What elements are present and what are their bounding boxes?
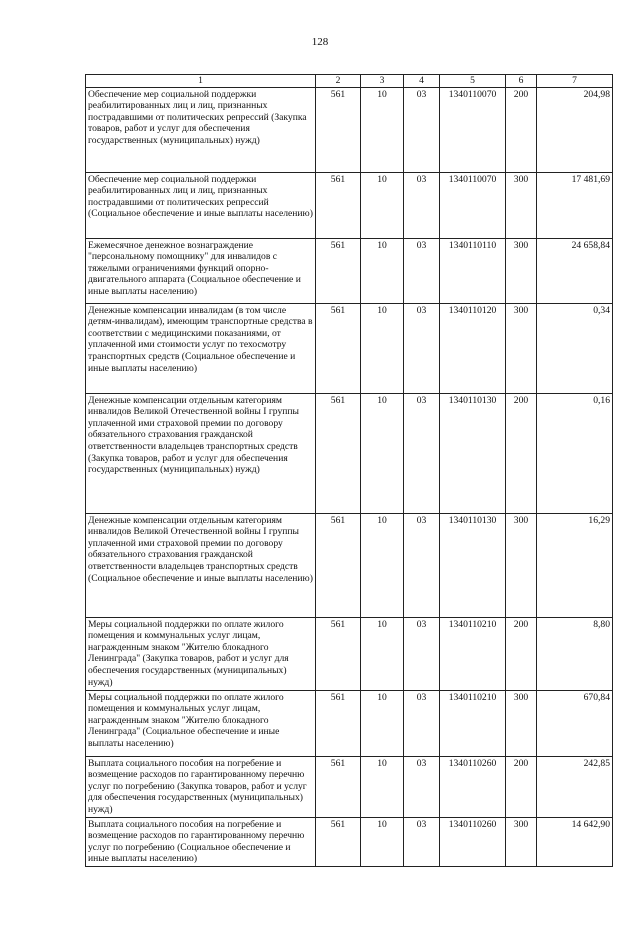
amount: 17 481,69 [537,172,613,238]
expense-type-code: 300 [506,172,537,238]
target-item-code: 1340110130 [440,513,506,617]
subsection-code: 03 [404,87,440,172]
header-cell: 3 [361,75,404,88]
subsection-code: 03 [404,172,440,238]
amount: 14 642,90 [537,817,613,866]
table-row [86,690,613,756]
expense-name: Денежные компенсации отдельным категориям инвалидов Великой Отечественной войны I группы уплаченной ими страховой премии по договору обязательного страхования гражданской ответственности владельцев транспортных средств (Закупка товаров, работ и услуг для обеспечения государственных (муниципальных) нужд) [86,393,316,513]
table-row [86,172,613,238]
table-row [86,817,613,866]
ministry-code: 561 [316,513,361,617]
target-item-code: 1340110260 [440,756,506,817]
target-item-code: 1340110210 [440,690,506,756]
expense-type-code: 200 [506,87,537,172]
header-cell: 5 [440,75,506,88]
ministry-code: 561 [316,617,361,690]
expense-name: Выплата социального пособия на погребение и возмещение расходов по гарантированному перечню услуг по погребению (Социальное обеспечение и иные выплаты населению) [86,817,316,866]
ministry-code: 561 [316,172,361,238]
amount: 0,16 [537,393,613,513]
target-item-code: 1340110210 [440,617,506,690]
subsection-code: 03 [404,817,440,866]
table-row [86,513,613,617]
expense-name: Денежные компенсации инвалидам (в том числе детям-инвалидам), имеющим транспортные средства в соответствии с медицинскими показаниями, от уплаченной ими стоимости услуг по техосмотру транспортных средств (Социальное обеспечение и иные выплаты населению) [86,303,316,393]
expense-name: Обеспечение мер социальной поддержки реабилитированных лиц и лиц, признанных пострадавшими от политических репрессий (Социальное обеспечение и иные выплаты населению) [86,172,316,238]
section-code: 10 [361,756,404,817]
subsection-code: 03 [404,393,440,513]
ministry-code: 561 [316,303,361,393]
ministry-code: 561 [316,817,361,866]
section-code: 10 [361,617,404,690]
amount: 670,84 [537,690,613,756]
subsection-code: 03 [404,617,440,690]
header-cell: 6 [506,75,537,88]
header-cell: 7 [537,75,613,88]
section-code: 10 [361,690,404,756]
section-code: 10 [361,393,404,513]
ministry-code: 561 [316,87,361,172]
target-item-code: 1340110260 [440,817,506,866]
table-row [86,87,613,172]
target-item-code: 1340110110 [440,238,506,303]
header-cell: 1 [86,75,316,88]
amount: 24 658,84 [537,238,613,303]
section-code: 10 [361,238,404,303]
ministry-code: 561 [316,690,361,756]
section-code: 10 [361,303,404,393]
table-row [86,617,613,690]
ministry-code: 561 [316,238,361,303]
target-item-code: 1340110070 [440,172,506,238]
ministry-code: 561 [316,756,361,817]
expense-name: Обеспечение мер социальной поддержки реабилитированных лиц и лиц, признанных пострадавшими от политических репрессий (Закупка товаров, работ и услуг для обеспечения государственных (муниципальных) нужд) [86,87,316,172]
expense-type-code: 300 [506,817,537,866]
column-number-row [86,75,613,88]
amount: 242,85 [537,756,613,817]
target-item-code: 1340110120 [440,303,506,393]
ministry-code: 561 [316,393,361,513]
section-code: 10 [361,817,404,866]
expense-type-code: 300 [506,690,537,756]
subsection-code: 03 [404,303,440,393]
subsection-code: 03 [404,513,440,617]
table-row [86,393,613,513]
expense-name: Ежемесячное денежное вознаграждение "персональному помощнику" для инвалидов с тяжелыми ограничениями функций опорно-двигательного аппарата (Социальное обеспечение и иные выплаты населению) [86,238,316,303]
section-code: 10 [361,513,404,617]
header-cell: 4 [404,75,440,88]
target-item-code: 1340110070 [440,87,506,172]
expense-type-code: 200 [506,756,537,817]
expense-name: Выплата социального пособия на погребение и возмещение расходов по гарантированному перечню услуг по погребению (Закупка товаров, работ и услуг для обеспечения государственных (муниципальных) нужд) [86,756,316,817]
expense-name: Меры социальной поддержки по оплате жилого помещения и коммунальных услуг лицам, награжденным знаком "Жителю блокадного Ленинграда" (Социальное обеспечение и иные выплаты населению) [86,690,316,756]
expense-type-code: 300 [506,303,537,393]
page-number: 128 [311,36,329,48]
expense-type-code: 200 [506,617,537,690]
table-row [86,756,613,817]
budget-table [85,74,613,867]
amount: 16,29 [537,513,613,617]
subsection-code: 03 [404,238,440,303]
expense-name: Денежные компенсации отдельным категориям инвалидов Великой Отечественной войны I группы уплаченной ими страховой премии по договору обязательного страхования гражданской ответственности владельцев транспортных средств (Социальное обеспечение и иные выплаты населению) [86,513,316,617]
expense-type-code: 300 [506,238,537,303]
table-row [86,238,613,303]
expense-type-code: 300 [506,513,537,617]
table-row [86,303,613,393]
expense-name: Меры социальной поддержки по оплате жилого помещения и коммунальных услуг лицам, награжденным знаком "Жителю блокадного Ленинграда" (Закупка товаров, работ и услуг для обеспечения государственных (муниципальных) нужд) [86,617,316,690]
subsection-code: 03 [404,756,440,817]
section-code: 10 [361,87,404,172]
section-code: 10 [361,172,404,238]
amount: 8,80 [537,617,613,690]
expense-type-code: 200 [506,393,537,513]
subsection-code: 03 [404,690,440,756]
header-cell: 2 [316,75,361,88]
target-item-code: 1340110130 [440,393,506,513]
amount: 0,34 [537,303,613,393]
amount: 204,98 [537,87,613,172]
